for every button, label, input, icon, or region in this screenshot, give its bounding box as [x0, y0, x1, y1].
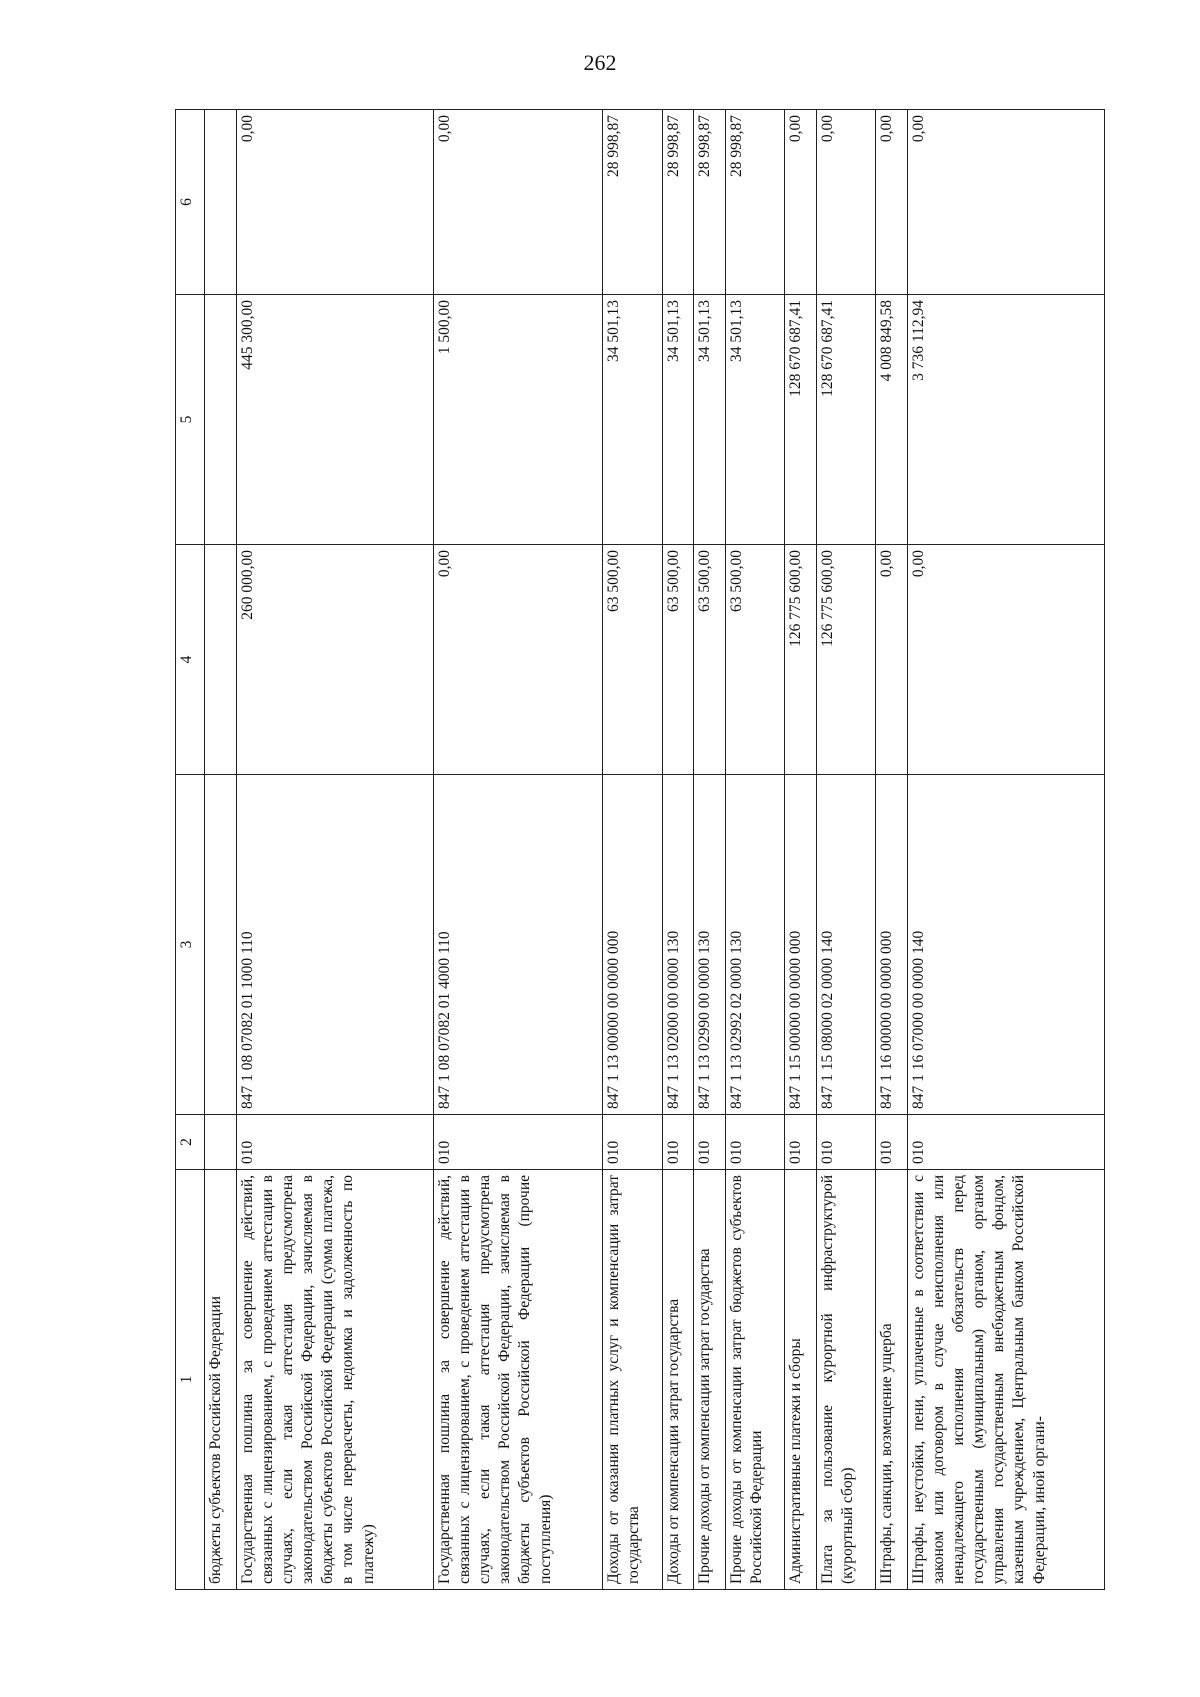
approved-amount-cell: 63 500,00 — [725, 545, 784, 775]
row-name-cell: Административные платежи и сборы — [785, 1170, 817, 1590]
page-number: 262 — [583, 50, 617, 75]
executed-amount-cell: 128 670 687,41 — [785, 295, 817, 545]
table-row — [236, 110, 433, 1590]
line-code-cell — [205, 1115, 237, 1170]
row-name-cell: Прочие доходы от компенсации затрат бюджетов субъектов Российской Федерации — [725, 1170, 784, 1590]
line-code-cell: 010 — [603, 1115, 662, 1170]
unexecuted-amount-cell: 28 998,87 — [603, 110, 662, 295]
approved-amount-cell: 63 500,00 — [603, 545, 662, 775]
kbk-code-cell: 847 1 16 00000 00 0000 000 — [876, 775, 908, 1115]
executed-amount-cell: 34 501,13 — [694, 295, 726, 545]
table-row — [603, 110, 662, 1590]
table-row — [725, 110, 784, 1590]
table-row — [662, 110, 694, 1590]
unexecuted-amount-cell: 0,00 — [785, 110, 817, 295]
row-name-cell: Государственная пошлина за совершение действий, связанных с лицензированием, с проведением аттестации в случаях, если такая аттестация предусмотрена законодательством Российской Федерации, зачисляемая в бюджеты субъектов Российской Федерации (сумма платежа, в том числе перерасчеты, недоимка и задолженность по платежу) — [236, 1170, 433, 1590]
table-row — [694, 110, 726, 1590]
executed-amount-cell: 34 501,13 — [662, 295, 694, 545]
kbk-code-cell: 847 1 13 02990 00 0000 130 — [694, 775, 726, 1115]
column-number: 1 — [176, 1170, 205, 1590]
approved-amount-cell: 126 775 600,00 — [785, 545, 817, 775]
approved-amount-cell: 0,00 — [433, 545, 603, 775]
approved-amount-cell: 0,00 — [876, 545, 908, 775]
line-code-cell: 010 — [694, 1115, 726, 1170]
unexecuted-amount-cell: 28 998,87 — [662, 110, 694, 295]
kbk-code-cell: 847 1 13 02000 00 0000 130 — [662, 775, 694, 1115]
row-name-cell: Доходы от оказания платных услуг и компенсации затрат государства — [603, 1170, 662, 1590]
table-row — [785, 110, 817, 1590]
row-name-cell: Прочие доходы от компенсации затрат государства — [694, 1170, 726, 1590]
line-code-cell: 010 — [785, 1115, 817, 1170]
unexecuted-amount-cell: 28 998,87 — [725, 110, 784, 295]
row-name-cell: Государственная пошлина за совершение действий, связанных с лицензированием, с проведением аттестации в случаях, если такая аттестация предусмотрена законодательством Российской Федерации, зачисляемая в бюджеты субъектов Российской Федерации (прочие поступления) — [433, 1170, 603, 1590]
line-code-cell: 010 — [236, 1115, 433, 1170]
column-number-row — [176, 110, 205, 1590]
approved-amount-cell: 126 775 600,00 — [816, 545, 875, 775]
unexecuted-amount-cell: 0,00 — [907, 110, 1104, 295]
column-number: 2 — [176, 1115, 205, 1170]
table-row — [205, 110, 237, 1590]
line-code-cell: 010 — [816, 1115, 875, 1170]
row-name-cell: Штрафы, санкции, возмещение ущерба — [876, 1170, 908, 1590]
line-code-cell: 010 — [725, 1115, 784, 1170]
approved-amount-cell: 260 000,00 — [236, 545, 433, 775]
rotated-table-container — [175, 110, 1105, 1590]
unexecuted-amount-cell: 0,00 — [876, 110, 908, 295]
table-row — [876, 110, 908, 1590]
line-code-cell: 010 — [662, 1115, 694, 1170]
executed-amount-cell: 34 501,13 — [603, 295, 662, 545]
kbk-code-cell: 847 1 15 00000 00 0000 000 — [785, 775, 817, 1115]
unexecuted-amount-cell: 0,00 — [433, 110, 603, 295]
table-row — [816, 110, 875, 1590]
row-name-cell: Плата за пользование курортной инфраструктурой (курортный сбор) — [816, 1170, 875, 1590]
executed-amount-cell — [205, 295, 237, 545]
kbk-code-cell: 847 1 08 07082 01 4000 110 — [433, 775, 603, 1115]
column-number: 4 — [176, 545, 205, 775]
table-row — [907, 110, 1104, 1590]
row-name-cell: Штрафы, неустойки, пени, уплаченные в соответствии с законом или договором в случае неисполнения или ненадлежащего исполнения обязательств перед государственным (муниципальным) органом, органом управления государственным внебюджетным фондом, казенным учреждением, Центральным банком Российской Федерации, иной органи- — [907, 1170, 1104, 1590]
unexecuted-amount-cell: 0,00 — [816, 110, 875, 295]
executed-amount-cell: 128 670 687,41 — [816, 295, 875, 545]
line-code-cell: 010 — [907, 1115, 1104, 1170]
approved-amount-cell — [205, 545, 237, 775]
executed-amount-cell: 3 736 112,94 — [907, 295, 1104, 545]
row-name-cell: бюджеты субъектов Российской Федерации — [205, 1170, 237, 1590]
approved-amount-cell: 63 500,00 — [694, 545, 726, 775]
kbk-code-cell: 847 1 16 07000 00 0000 140 — [907, 775, 1104, 1115]
kbk-code-cell: 847 1 15 08000 02 0000 140 — [816, 775, 875, 1115]
revenue-table — [175, 109, 1105, 1590]
column-number: 6 — [176, 110, 205, 295]
column-number: 3 — [176, 775, 205, 1115]
row-name-cell: Доходы от компенсации затрат государства — [662, 1170, 694, 1590]
kbk-code-cell — [205, 775, 237, 1115]
unexecuted-amount-cell: 0,00 — [236, 110, 433, 295]
executed-amount-cell: 4 008 849,58 — [876, 295, 908, 545]
kbk-code-cell: 847 1 13 02992 02 0000 130 — [725, 775, 784, 1115]
executed-amount-cell: 445 300,00 — [236, 295, 433, 545]
line-code-cell: 010 — [433, 1115, 603, 1170]
unexecuted-amount-cell: 28 998,87 — [694, 110, 726, 295]
approved-amount-cell: 63 500,00 — [662, 545, 694, 775]
column-number: 5 — [176, 295, 205, 545]
executed-amount-cell: 34 501,13 — [725, 295, 784, 545]
line-code-cell: 010 — [876, 1115, 908, 1170]
kbk-code-cell: 847 1 08 07082 01 1000 110 — [236, 775, 433, 1115]
unexecuted-amount-cell — [205, 110, 237, 295]
approved-amount-cell: 0,00 — [907, 545, 1104, 775]
table-row — [433, 110, 603, 1590]
executed-amount-cell: 1 500,00 — [433, 295, 603, 545]
kbk-code-cell: 847 1 13 00000 00 0000 000 — [603, 775, 662, 1115]
